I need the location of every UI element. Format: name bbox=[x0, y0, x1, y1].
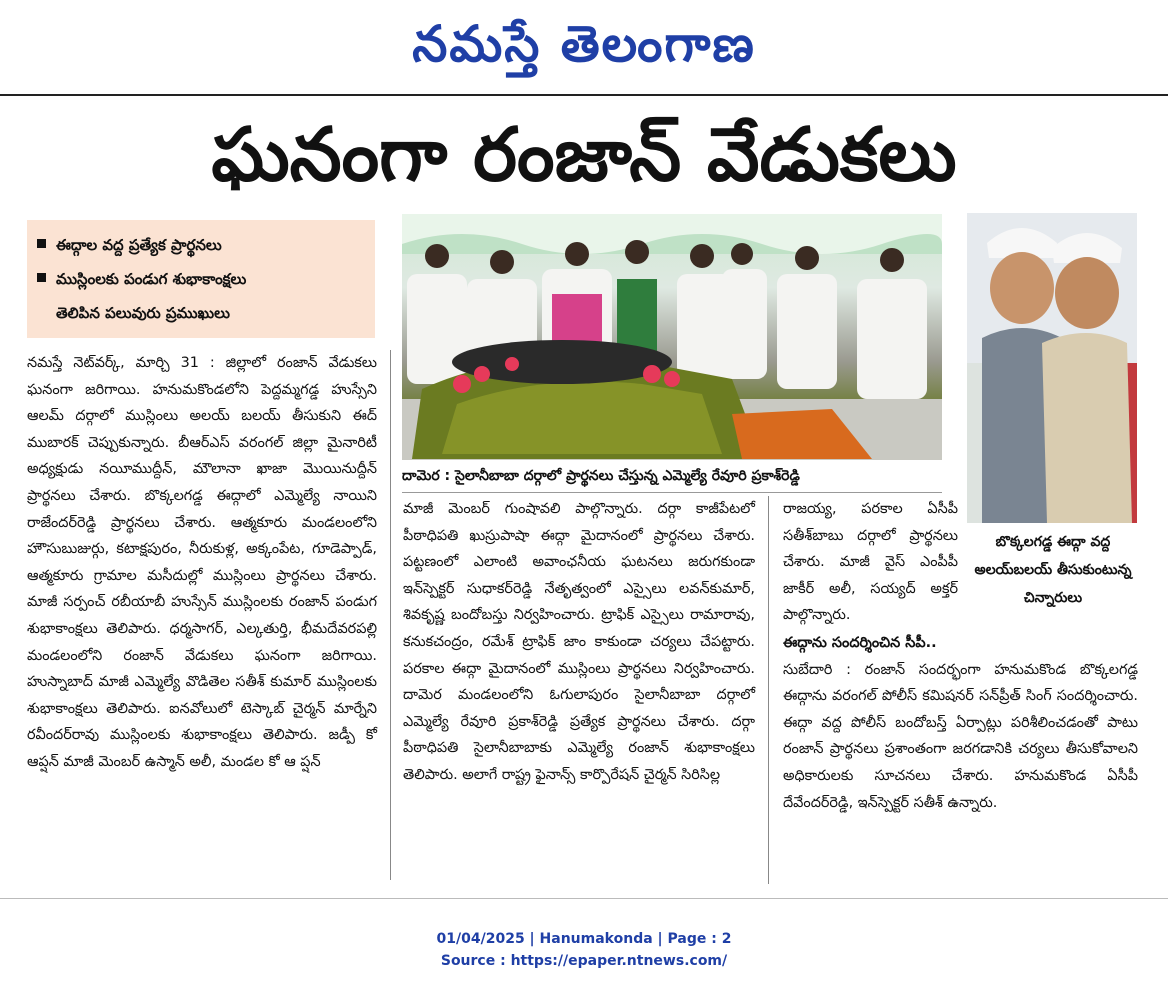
article-column-1: నమస్తే నెట్‌వర్క్, మార్చి 31 : జిల్లాలో రంజాన్ వేడుకలు ఘనంగా జరిగాయి. హనుమకొండలోని పెద్దమ్మగడ్డ హుస్సేని ఆలమ్ దర్గాలో ముస్లింలు అలయ్ బలయ్ తీసుకుని ఈద్ ముబారక్ చెప్పుకున్నారు. బీఆర్‌ఎస్ వరంగల్ జిల్లా మైనారిటీ అధ్యక్షుడు నయీముద్దీన్, మౌలానా ఖాజా మొయినుద్దీన్ ప్రార్థనలు చేశారు. బొక్కలగడ్డ ఈద్గాలో ఎమ్మెల్యే నాయిని రాజేందర్‌రెడ్డి ప్రార్థనలు చేశారు. ఆత్మకూరు మండలంలోని హౌసుబుజుర్గు, కటాక్షపురం, నీరుకుళ్ల, అక్కంపేట, గూడెప్పాడ్, ఆత్మకూరు గ్రామాల మసీదుల్లో ముస్లింలు ప్రార్థనలు చేశారు. మాజీ సర్పంచ్ రబీయాబీ హుస్సేన్ ముస్లింలకు రంజాన్ పండుగ శుభాకాంక్షలు తెలిపారు. ధర్మసాగర్, ఎల్కతుర్తి, భీమదేవరపల్లి మండలంలోని రంజాన్ వేడుకలు ఘనంగా జరిగాయి. హుస్నాబాద్ మాజీ ఎమ్మెల్యే వొడితెల సతీశ్ కుమార్ ముస్లింలకు శుభాకాంక్షలు తెలిపారు. ఐనవోలులో టెస్కాబ్ చైర్మన్ మార్నేని రవీందర్‌రావు ముస్లింలకు శుభాకాంక్షలు తెలిపారు. జడ్పీ కో ఆప్షన్ మాజీ మెంబర్ ఉస్మాన్ అలీ, మండల కో ఆ ప్షన్ bbox=[27, 355, 377, 770]
footer-rule bbox=[0, 898, 1168, 899]
column-divider bbox=[390, 350, 391, 880]
article-column-3-bottom bbox=[783, 630, 1138, 890]
main-photo-caption: దామెర : సైలానీబాబా దర్గాలో ప్రార్థనలు చేస్తున్న ఎమ్మెల్యే రేవూరి ప్రకాశ్‌రెడ్డి bbox=[402, 460, 942, 493]
section-subheading: ఈద్గాను సందర్శించిన సీపీ.. bbox=[783, 635, 937, 651]
masthead-rule bbox=[0, 94, 1168, 96]
newspaper-masthead: నమస్తే తెలంగాణ bbox=[412, 14, 756, 73]
highlight-text-2-continued: తెలిపిన పలువురు ప్రముఖులు bbox=[56, 304, 230, 322]
article-column-3-top: రాజయ్య, పరకాల ఏసీపీ సతీశ్‌బాబు దర్గాలో ప్రార్థనలు చేశారు. మాజీ వైస్ ఎంపీపీ జాకీర్ అలీ, సయ్యద్ అక్తర్ పాల్గొన్నారు. bbox=[783, 501, 958, 624]
side-photo-caption: బొక్కలగడ్డ ఈద్గా వద్ద అలయ్‌బలయ్ తీసుకుంటున్న చిన్నారులు bbox=[974, 534, 1132, 606]
footer bbox=[0, 928, 1168, 972]
highlights-box bbox=[27, 220, 375, 338]
footer-dateline: 01/04/2025 | Hanumakonda | Page : 2 bbox=[436, 931, 732, 947]
footer-source: Source : https://epaper.ntnews.com/ bbox=[440, 953, 728, 969]
section-body: సుబేదారి : రంజాన్ సందర్భంగా హనుమకొండ బొక్కలగడ్డ ఈద్గాను వరంగల్ పోలీస్ కమిషనర్ సన్‌ప్రీత్ సింగ్ సందర్శించారు. ఈద్గా వద్ద పోలీస్ బందోబస్త్ ఏర్పాట్లు పరిశీలించడంతో పాటు రంజాన్ ప్రార్థనలు ప్రశాంతంగా జరగడానికి చర్యలు తీసుకోవాలని అధికారులకు సూచనలు చేశారు. హనుమకొండ ఏసీపీ దేవేందర్‌రెడ్డి, ఇన్‌స్పెక్టర్ సతీశ్ ఉన్నారు. bbox=[783, 661, 1138, 811]
article-column-2: మాజీ మెంబర్ గుంషావలి పాల్గొన్నారు. దర్గా కాజీపేటలో పీఠాధిపతి ఖుస్రుపాషా ఈద్గా మైదానంలో ప్రార్థనలు చేశారు. పట్టణంలో ఎలాంటి అవాంఛనీయ ఘటనలు జరుగకుండా ఇన్‌స్పెక్టర్ సుధాకర్‌రెడ్డి నేతృత్వంలో ఎస్సైలు లవన్‌కుమార్, శివకృష్ణ బందోబస్తు నిర్వహించారు. ట్రాఫిక్ ఎస్సైలు రామారావు, కనుకచంద్రం, రమేశ్ ట్రాఫిక్ జాం కాకుండా చర్యలు చేపట్టారు. పరకాల ఈద్గా మైదానంలో ముస్లింలు ప్రార్థనలు నిర్వహించారు. దామెర మండలంలోని ఓగులాపురం సైలానీబాబా దర్గాలో ఎమ్మెల్యే రేవూరి ప్రకాశ్‌రెడ్డి ప్రత్యేక ప్రార్థనలు చేశారు. దర్గా పీఠాధిపతి సైలానీబాబాకు ఎమ్మెల్యే రంజాన్ శుభాకాంక్షలు తెలిపారు. అలాగే రాష్ట్ర ఫైనాన్స్ కార్పొరేషన్ చైర్మన్ సిరిసిల్ల bbox=[403, 501, 755, 783]
highlight-text-1: ఈద్గాల వద్ద ప్రత్యేక ప్రార్థనలు bbox=[56, 236, 222, 254]
highlight-text-2: ముస్లింలకు పండుగ శుభాకాంక్షలు bbox=[56, 270, 247, 288]
highlight-item bbox=[35, 262, 367, 296]
bullet-icon bbox=[37, 273, 46, 282]
side-photo bbox=[967, 213, 1137, 523]
main-photo bbox=[402, 214, 942, 460]
article-headline: ఘనంగా రంజాన్ వేడుకలు bbox=[211, 112, 957, 198]
highlight-item bbox=[35, 228, 367, 262]
column-divider bbox=[768, 496, 769, 884]
bullet-icon bbox=[37, 239, 46, 248]
children-hugging-photo bbox=[967, 213, 1137, 523]
dargah-prayer-photo bbox=[402, 214, 942, 460]
